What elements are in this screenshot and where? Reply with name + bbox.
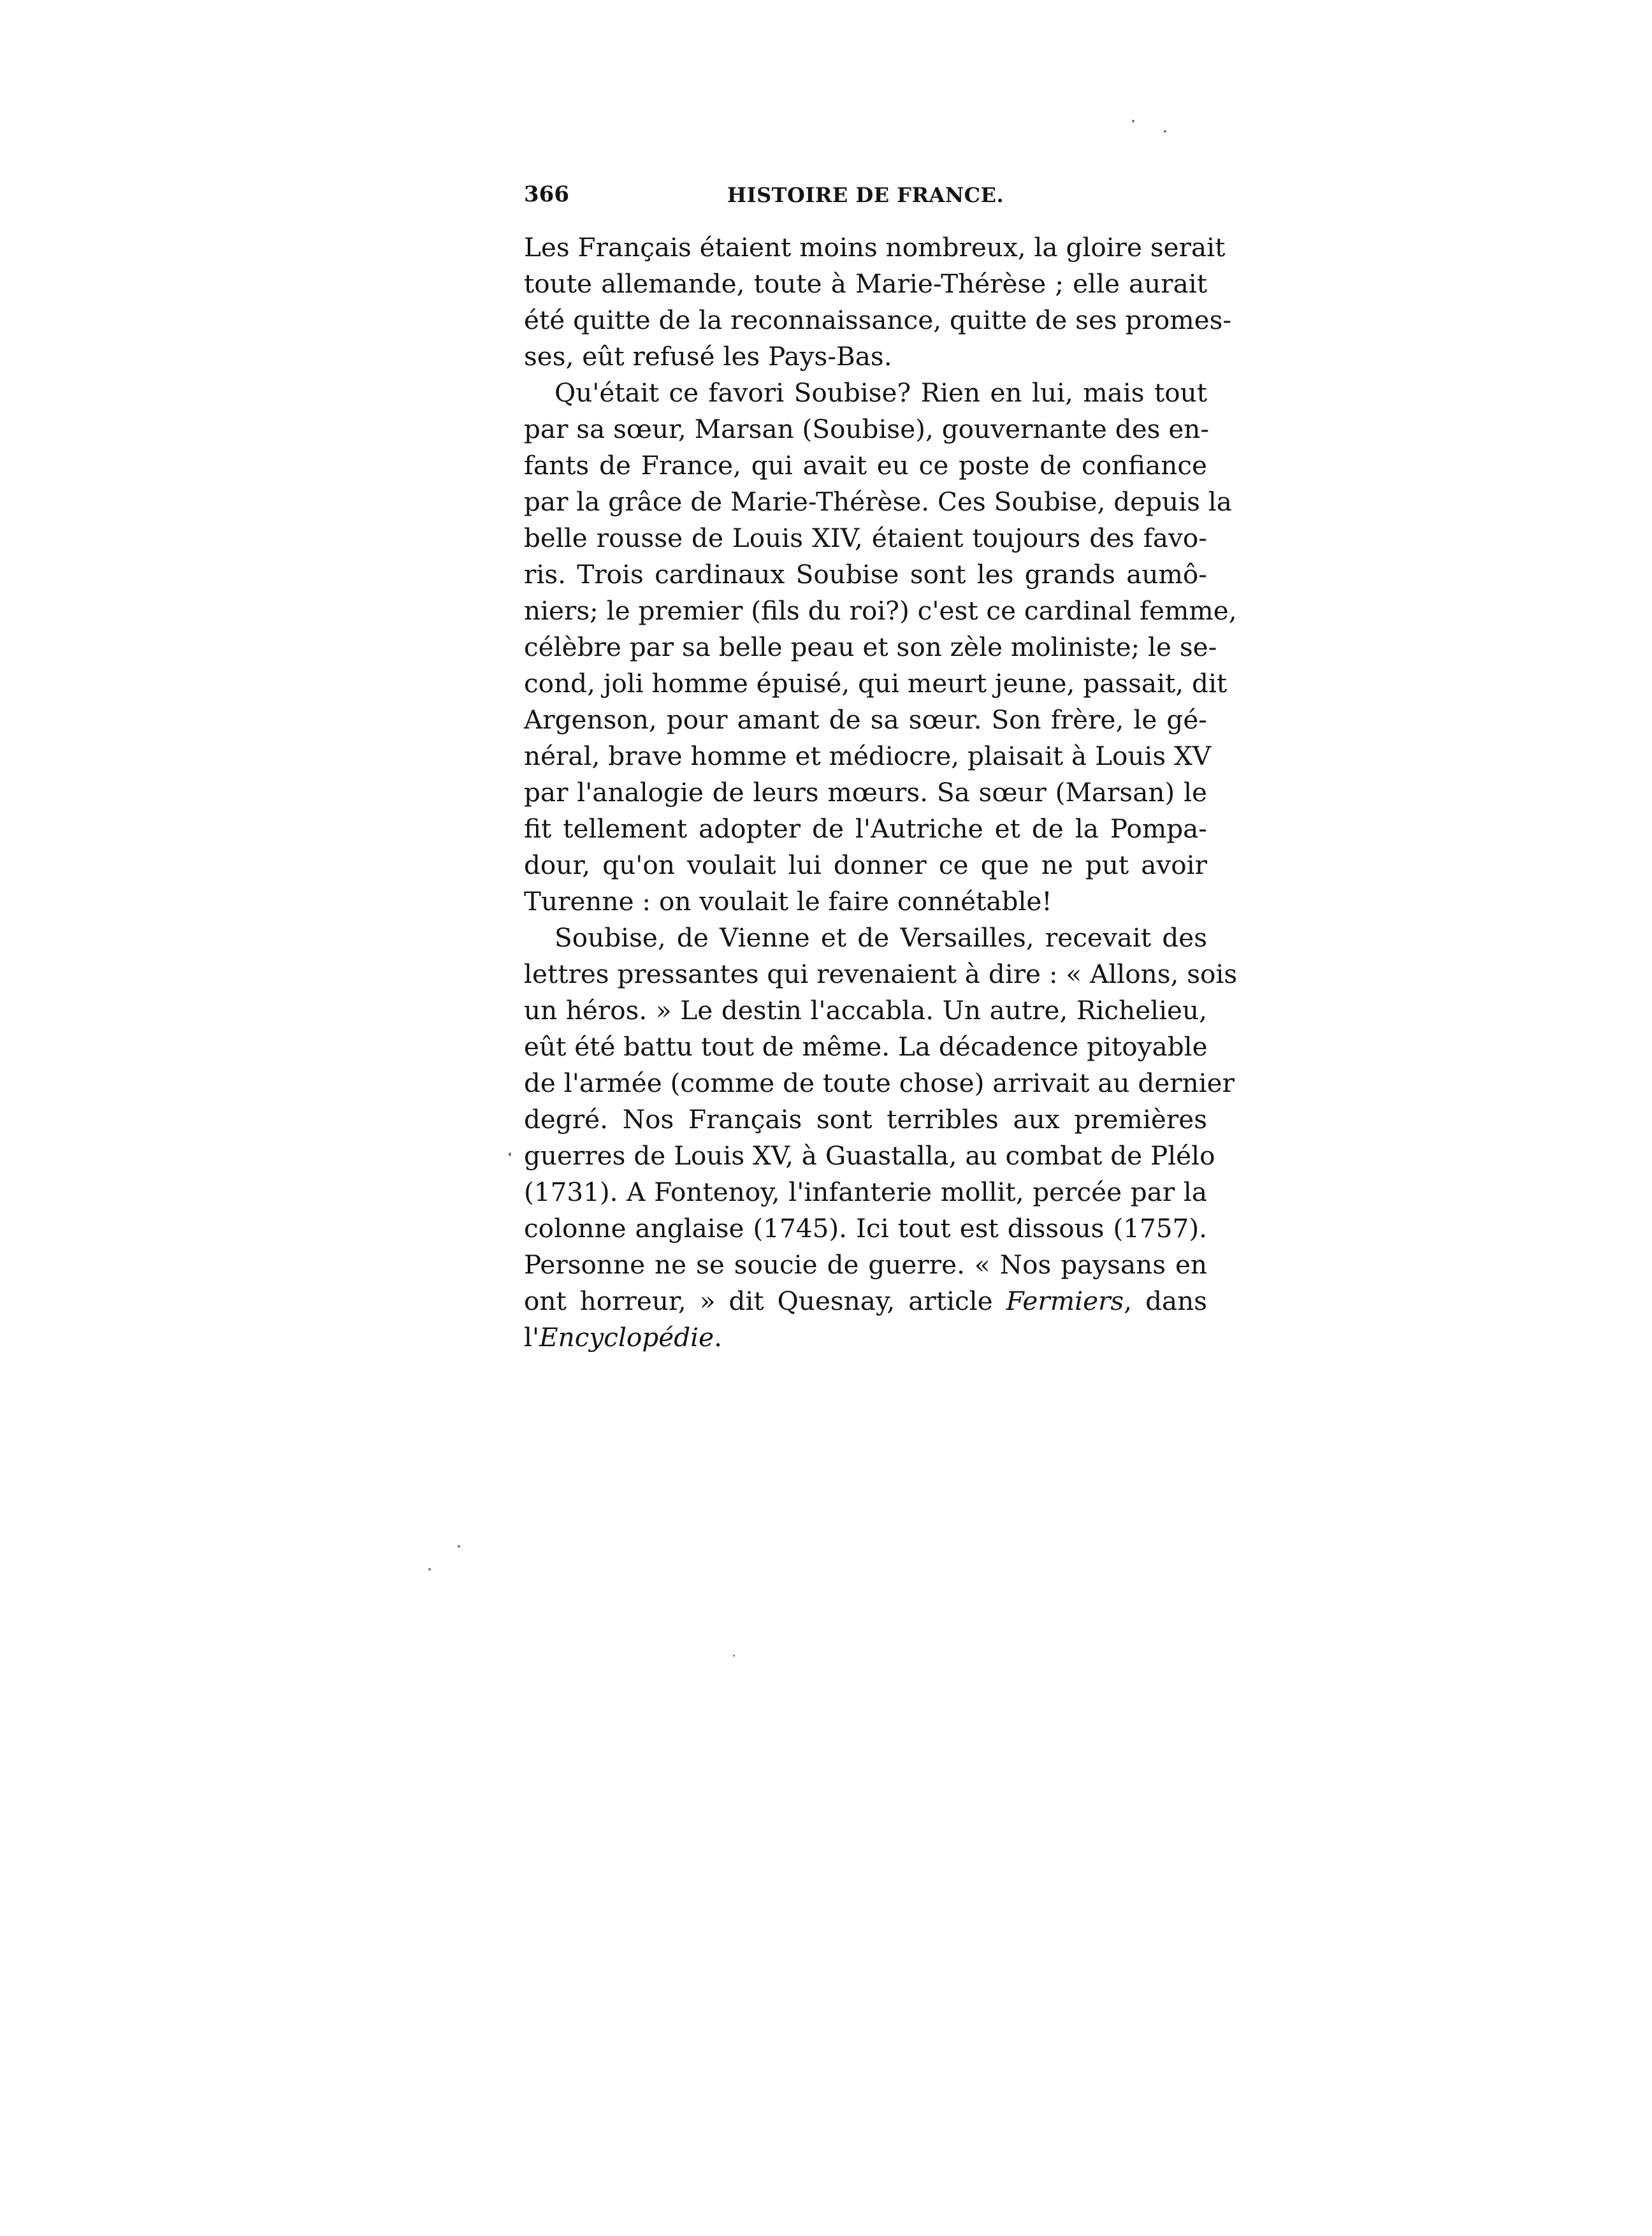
text-line: ses, eût refusé les Pays-Bas.	[524, 341, 892, 372]
paragraph-2	[524, 375, 1237, 920]
text-line: célèbre par sa belle peau et son zèle moliniste; le se-	[524, 632, 1217, 662]
text-line: ont horreur, » dit Quesnay, article Fermiers, dans	[524, 1286, 1208, 1316]
text-line: cond, joli homme épuisé, qui meurt jeune, passait, dit	[524, 668, 1228, 699]
scan-speck	[509, 1152, 511, 1156]
scan-speck	[733, 1655, 735, 1657]
scan-speck	[428, 1568, 431, 1571]
paragraph-1	[524, 229, 1232, 375]
text-line: fants de France, qui avait eu ce poste de confiance	[524, 450, 1207, 481]
text-line: néral, brave homme et médiocre, plaisait à Louis XV	[524, 741, 1212, 771]
text-line: colonne anglaise (1745). Ici tout est dissous (1757).	[524, 1213, 1207, 1244]
text-line: Qu'était ce favori Soubise? Rien en lui, mais tout	[554, 377, 1207, 408]
text-line: guerres de Louis XV, à Guastalla, au combat de Plélo	[524, 1140, 1215, 1171]
running-title: HISTOIRE DE FRANCE.	[727, 183, 1004, 207]
italic-title: Encyclopédie	[539, 1322, 714, 1353]
running-head	[524, 182, 1207, 214]
text-line: lettres pressantes qui revenaient à dire : « Allons, sois	[524, 959, 1238, 989]
text-line: l'Encyclopédie.	[524, 1322, 722, 1353]
text-line: été quitte de la reconnaissance, quitte de ses promes-	[524, 305, 1232, 335]
text-line: par la grâce de Marie-Thérèse. Ces Soubise, depuis la	[524, 486, 1232, 517]
scan-speck	[1164, 130, 1166, 133]
text-line: par sa sœur, Marsan (Soubise), gouvernante des en-	[524, 414, 1210, 444]
paragraph-3	[524, 920, 1238, 1356]
text-line: belle rousse de Louis XIV, étaient toujours des favo-	[524, 523, 1207, 553]
page-number: 366	[524, 182, 569, 207]
text-line: de l'armée (comme de toute chose) arrivait au dernier	[524, 1068, 1235, 1098]
text-line: fit tellement adopter de l'Autriche et de la Pompa-	[524, 813, 1207, 844]
text-line: toute allemande, toute à Marie-Thérèse ; elle aurait	[524, 268, 1207, 299]
text-line: eût été battu tout de même. La décadence pitoyable	[524, 1031, 1208, 1062]
text-line: par l'analogie de leurs mœurs. Sa sœur (Marsan) le	[524, 777, 1207, 808]
text-line: degré. Nos Français sont terribles aux premières	[524, 1104, 1207, 1135]
scan-speck	[1132, 120, 1134, 122]
text-line: niers; le premier (fils du roi?) c'est ce cardinal femme,	[524, 595, 1237, 626]
text-line: Argenson, pour amant de sa sœur. Son frère, le gé-	[524, 704, 1207, 735]
italic-title: Fermiers	[1006, 1286, 1124, 1316]
text-line: dour, qu'on voulait lui donner ce que ne put avoir	[524, 850, 1207, 880]
text-line: Les Français étaient moins nombreux, la gloire serait	[524, 232, 1226, 263]
text-line: Turenne : on voulait le faire connétable!	[524, 886, 1052, 917]
text-line: Soubise, de Vienne et de Versailles, recevait des	[554, 922, 1207, 953]
text-line: Personne ne se soucie de guerre. « Nos paysans en	[524, 1249, 1207, 1280]
scan-speck	[458, 1545, 460, 1548]
text-line: ris. Trois cardinaux Soubise sont les grands aumô-	[524, 559, 1207, 590]
body-text	[524, 229, 1238, 1356]
text-line: (1731). A Fontenoy, l'infanterie mollit, percée par la	[524, 1177, 1207, 1207]
text-line: un héros. » Le destin l'accabla. Un autre, Richelieu,	[524, 995, 1207, 1026]
